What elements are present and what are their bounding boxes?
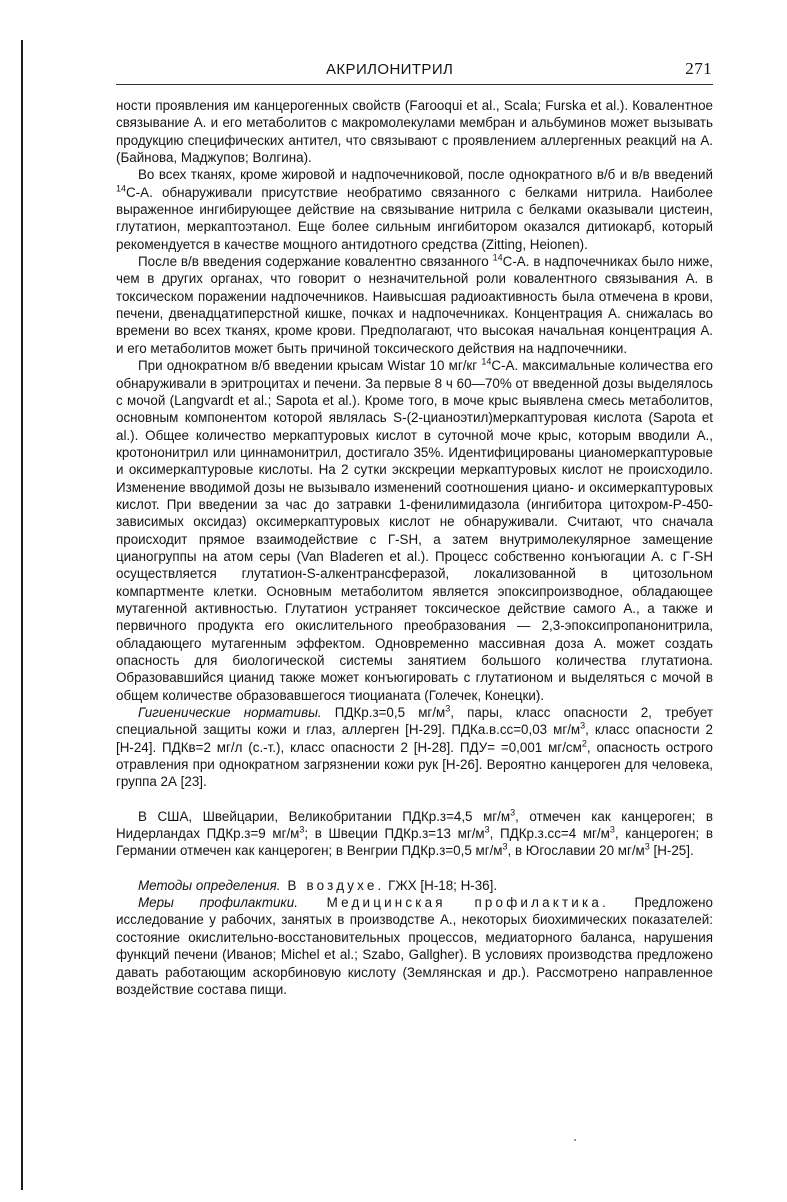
section-label: Методы определения. [138, 877, 281, 893]
paragraph-methods [116, 877, 713, 894]
superscript: 2 [581, 738, 587, 749]
superscript: 3 [502, 841, 508, 852]
superscript: 3 [609, 824, 615, 835]
print-speck [574, 1139, 576, 1141]
paragraph-text: , ПДКр.з.сс=4 мг/м [489, 826, 610, 842]
paragraph-text: , в Югославии 20 мг/м [507, 843, 645, 859]
paragraph-text: При однократном в/б введении крысам Wistar 10 мг/кг [138, 358, 482, 374]
superscript: 14 [492, 252, 503, 263]
paragraph-text: , класс опасности 2 [Н-24]. ПДКв=2 мг/л (с.-т.), класс опасности 2 [Н-28]. ПДУ= =0,001 мг/см [116, 722, 714, 755]
section-label: Меры профилактики. [138, 895, 298, 911]
running-header [116, 61, 712, 83]
paragraph-text: ; в Швеции ПДКр.з=13 мг/м [304, 826, 485, 842]
paragraph-text: [Н-25]. [649, 843, 694, 859]
superscript: 14 [481, 356, 492, 367]
paragraph-hygiene-norms [116, 704, 713, 791]
spaced-heading: Медицинская профилактика. [297, 895, 609, 911]
paragraph-text: ГЖХ [Н-18; Н-36]. [384, 877, 498, 893]
page-number: 271 [685, 59, 712, 78]
running-title: АКРИЛОНИТРИЛ [326, 61, 454, 78]
paragraph-text: С-А. максимальные количества его обнаруживали в эритроцитах и печени. За первые 8 ч 60—70% от введенной дозы выделялось с мочой (Langvardt et al.; Sapota et al.). Кроме того, в моче крыс выявлена смесь метаболитов, основным компонентом которой являлась S-(2-цианоэтил)меркаптуровая кислота (Sapota et al.). Общее количество меркаптуровых кислот в суточной моче крыс, которым вводили А., кротононитрил или циннамонитрил, достигало 35%. Идентифицированы цианомеркаптуровые и оксимеркаптуровые кислоты. На 2 сутки экскреции меркаптуровых кислот не происходило. Изменение вводимой дозы не вызывало изменений соотношения циано- и оксимеркаптуровых кислот. При введении за час до затравки 1-фенилимидазола (ингибитора цитохром-Р-450-зависимых оксидаз) оксимеркаптуровых кислот не обнаруживали. Считают, что сначала происходит прямое взаимодействие с Г-SH, а затем внутримолекулярное замещение цианогруппы на атом серы (Van Bladeren et al.). Процесс собственно конъюгации А. с Г-SH осуществляется глутатион-S-алкентрансферазой, локализованной в цитозольном компартменте клетки. Основным метаболитом является эпоксипроизводное, обладающее мутагенной активностью. Глутатион устраняет токсическое действие самого А., а также и первичного продукта его окислительного преобразования — 2,3-эпоксипропанонитрила, обладающего мутагенным эффектом. Одновременно массивная доза А. может создать опасность для биологической системы занятием большого количества глутатиона. Образовавшийся цианид также может конъюгировать с глутатионом и выделяться с мочой в общем количестве образовавшегося тиоцианата (Голечек, Конецки). [116, 358, 713, 703]
paragraph-prevention [116, 894, 713, 998]
paragraph-foreign-norms [116, 808, 713, 860]
paragraph-text: Предложено исследование у рабочих, занятых в производстве А., некоторых биохимических показателей: состояние окислительно-восстановительных процессов, медиаторного баланса, нарушения функций печени (Иванов; Michel et al.; Szabo, Gallgher). В условиях производства предложено давать работающим аскорбиновую кислоту (Землянская и др.). Рассмотрено направленное воздействие состава пищи. [116, 895, 713, 997]
superscript: 3 [299, 824, 305, 835]
paragraph-text: , отмечен как канцероген; в Нидерландах ПДКр.з=9 мг/м [116, 808, 713, 842]
spaced-heading: В воздухе. [280, 877, 385, 893]
superscript: 3 [510, 807, 516, 818]
paragraph-text: С-А. обнаруживали присутствие необратимо связанного с белками нитрила. Наиболее выраженное ингибирующее действие на связывание нитрила с белками оказывали цистеин, глутатион, меркаптоэтанол. Еще более сильным ингибитором оказался дитиокарб, который рекомендуется в качестве мощного антидотного средства (Zitting, Heionen). [116, 184, 713, 252]
page-edge-line [21, 40, 23, 1190]
superscript: 3 [445, 703, 451, 714]
header-rule [116, 84, 713, 85]
paragraph-text: В США, Швейцарии, Великобритании ПДКр.з=4,5 мг/м [138, 808, 511, 824]
paragraph-text: ПДКр.з=0,5 мг/м [321, 705, 446, 721]
paragraph [116, 357, 713, 704]
paragraph [116, 253, 713, 357]
superscript: 3 [484, 824, 490, 835]
paragraph-text: , пары, класс опасности 2, требует специальной защиты кожи и глаз, аллерген [Н-29]. ПДКа.в.сс=0,03 мг/м [116, 705, 713, 738]
paragraph [116, 166, 713, 253]
paragraph-text: , канцероген; в Германии отмечен как канцероген; в Венгрии ПДКр.з=0,5 мг/м [116, 826, 713, 859]
body-text [116, 97, 713, 998]
paragraph-text: После в/в введения содержание ковалентно связанного [138, 254, 493, 270]
paragraph-text: Во всех тканях, кроме жировой и надпочечниковой, после однократного в/б и в/в введений [138, 167, 713, 183]
paragraph-text: С-А. в надпочечниках было ниже, чем в других органах, что говорит о незначительной роли ковалентного связывания А. в токсическом поражении надпочечников. Наивысшая радиоактивность была отмечена в крови, печени, двенадцатиперстной кишке, почках и надпочечниках. Концентрация А. снижалась во времени во всех тканях, кроме крови. Предполагают, что высокая начальная концентрация А. и его метаболитов может быть причиной токсического действия на надпочечники. [116, 254, 713, 356]
paragraph [116, 97, 713, 166]
superscript: 3 [644, 841, 650, 852]
superscript: 3 [580, 720, 586, 731]
paragraph-text: ности проявления им канцерогенных свойств (Farooqui et al., Scala; Furska et al.). Ковалентное связывание А. и его метаболитов с макромолекулами мембран и альбуминов может вызывать продукцию специфических антител, что связывают с проявлением аллергенных реакций на А. (Байнова, Маджупов; Волгина). [116, 98, 713, 166]
paragraph-text: , опасность острого отравления при однократном загрязнении кожи рук [Н-26]. Вероятно канцероген для человека, группа 2А [23]. [116, 739, 714, 790]
superscript: 14 [116, 183, 127, 194]
section-label: Гигиенические нормативы. [138, 705, 322, 721]
